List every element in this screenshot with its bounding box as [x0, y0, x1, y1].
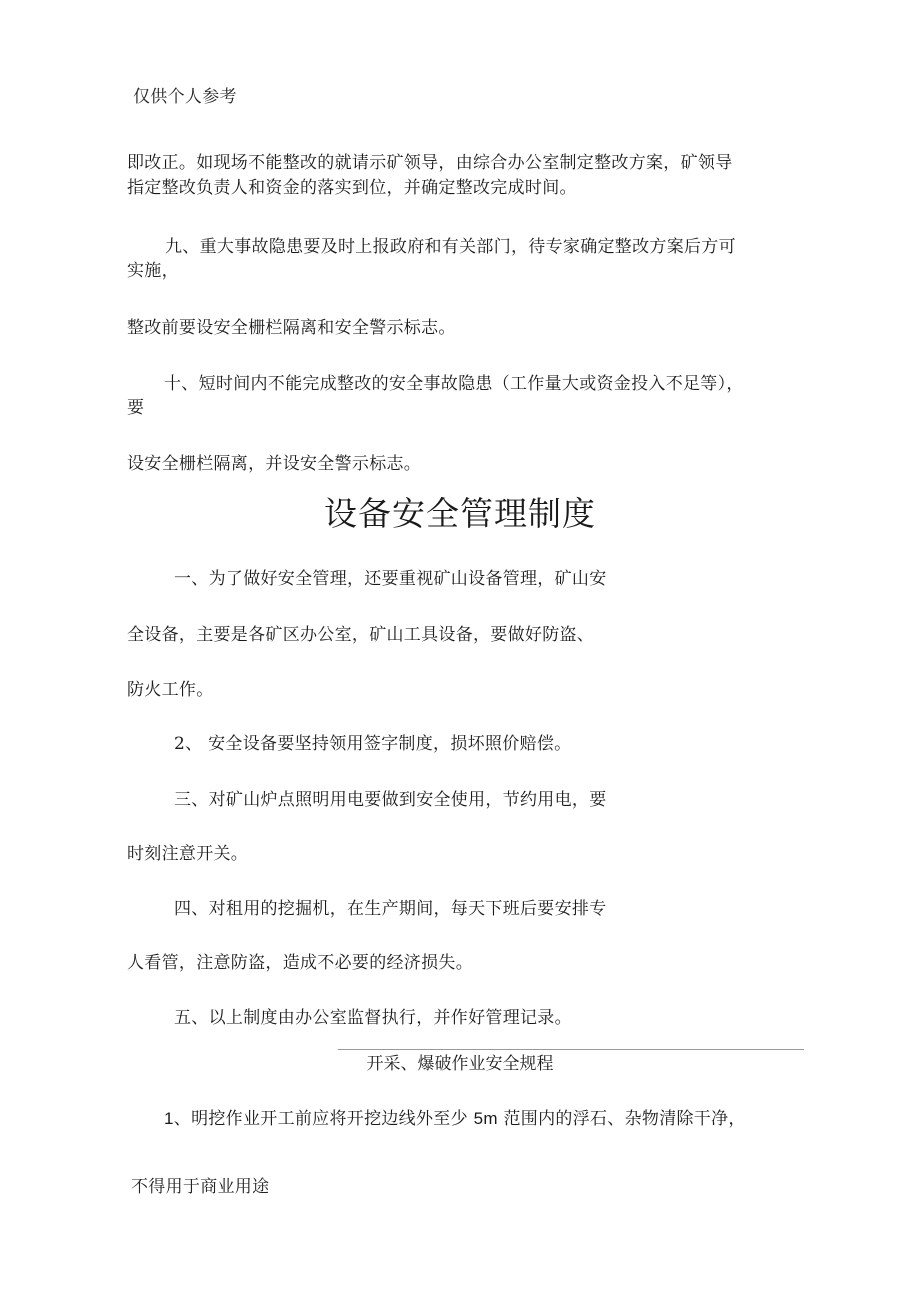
- paragraph-line: 全设备，主要是各矿区办公室，矿山工具设备，要做好防盗、: [127, 625, 595, 645]
- paragraph-line: 要: [127, 398, 145, 418]
- header-note: 仅供个人参考: [133, 87, 237, 107]
- paragraph-line: 整改前要设安全栅栏隔离和安全警示标志。: [127, 318, 456, 338]
- paragraph-line: [164, 1108, 746, 1130]
- paragraph-line: 时刻注意开关。: [127, 844, 249, 864]
- paragraph-line: 即改正。如现场不能整改的就请示矿领导，由综合办公室制定整改方案，矿领导: [127, 153, 733, 173]
- item-unit: 5m: [473, 1109, 498, 1128]
- paragraph-line: 设安全栅栏隔离，并设安全警示标志。: [127, 454, 422, 474]
- paragraph-line: 2、 安全设备要坚持领用签字制度，损坏照价赔偿。: [174, 734, 572, 754]
- paragraph-line: 指定整改负责人和资金的落实到位，并确定整改完成时间。: [127, 178, 577, 198]
- footer-note: 不得用于商业用途: [131, 1177, 270, 1197]
- paragraph-line: 实施，: [127, 261, 179, 281]
- paragraph-line: 十、短时间内不能完成整改的安全事故隐患（工作量大或资金投入不足等），: [164, 374, 744, 394]
- item-text: 、明挖作业开工前应将开挖边线外至少: [173, 1109, 474, 1129]
- paragraph-line: 三、对矿山炉点照明用电要做到安全使用，节约用电，要: [174, 790, 607, 810]
- paragraph-line: 一、为了做好安全管理，还要重视矿山设备管理，矿山安: [174, 569, 607, 589]
- paragraph-line: 四、对租用的挖掘机，在生产期间，每天下班后要安排专: [174, 899, 607, 919]
- subsection-heading: 开采、爆破作业安全规程: [366, 1054, 554, 1074]
- paragraph-line: 人看管，注意防盗，造成不必要的经济损失。: [127, 953, 473, 973]
- horizontal-rule: [338, 1049, 804, 1050]
- section-title: 设备安全管理制度: [324, 494, 596, 533]
- paragraph-line: 九、重大事故隐患要及时上报政府和有关部门，待专家确定整改方案后方可: [165, 237, 736, 257]
- item-number: 1: [164, 1109, 174, 1128]
- paragraph-line: 五、以上制度由办公室监督执行，并作好管理记录。: [174, 1008, 572, 1028]
- paragraph-line: 防火工作。: [127, 680, 214, 700]
- item-text: 范围内的浮石、杂物清除干净，: [497, 1109, 746, 1129]
